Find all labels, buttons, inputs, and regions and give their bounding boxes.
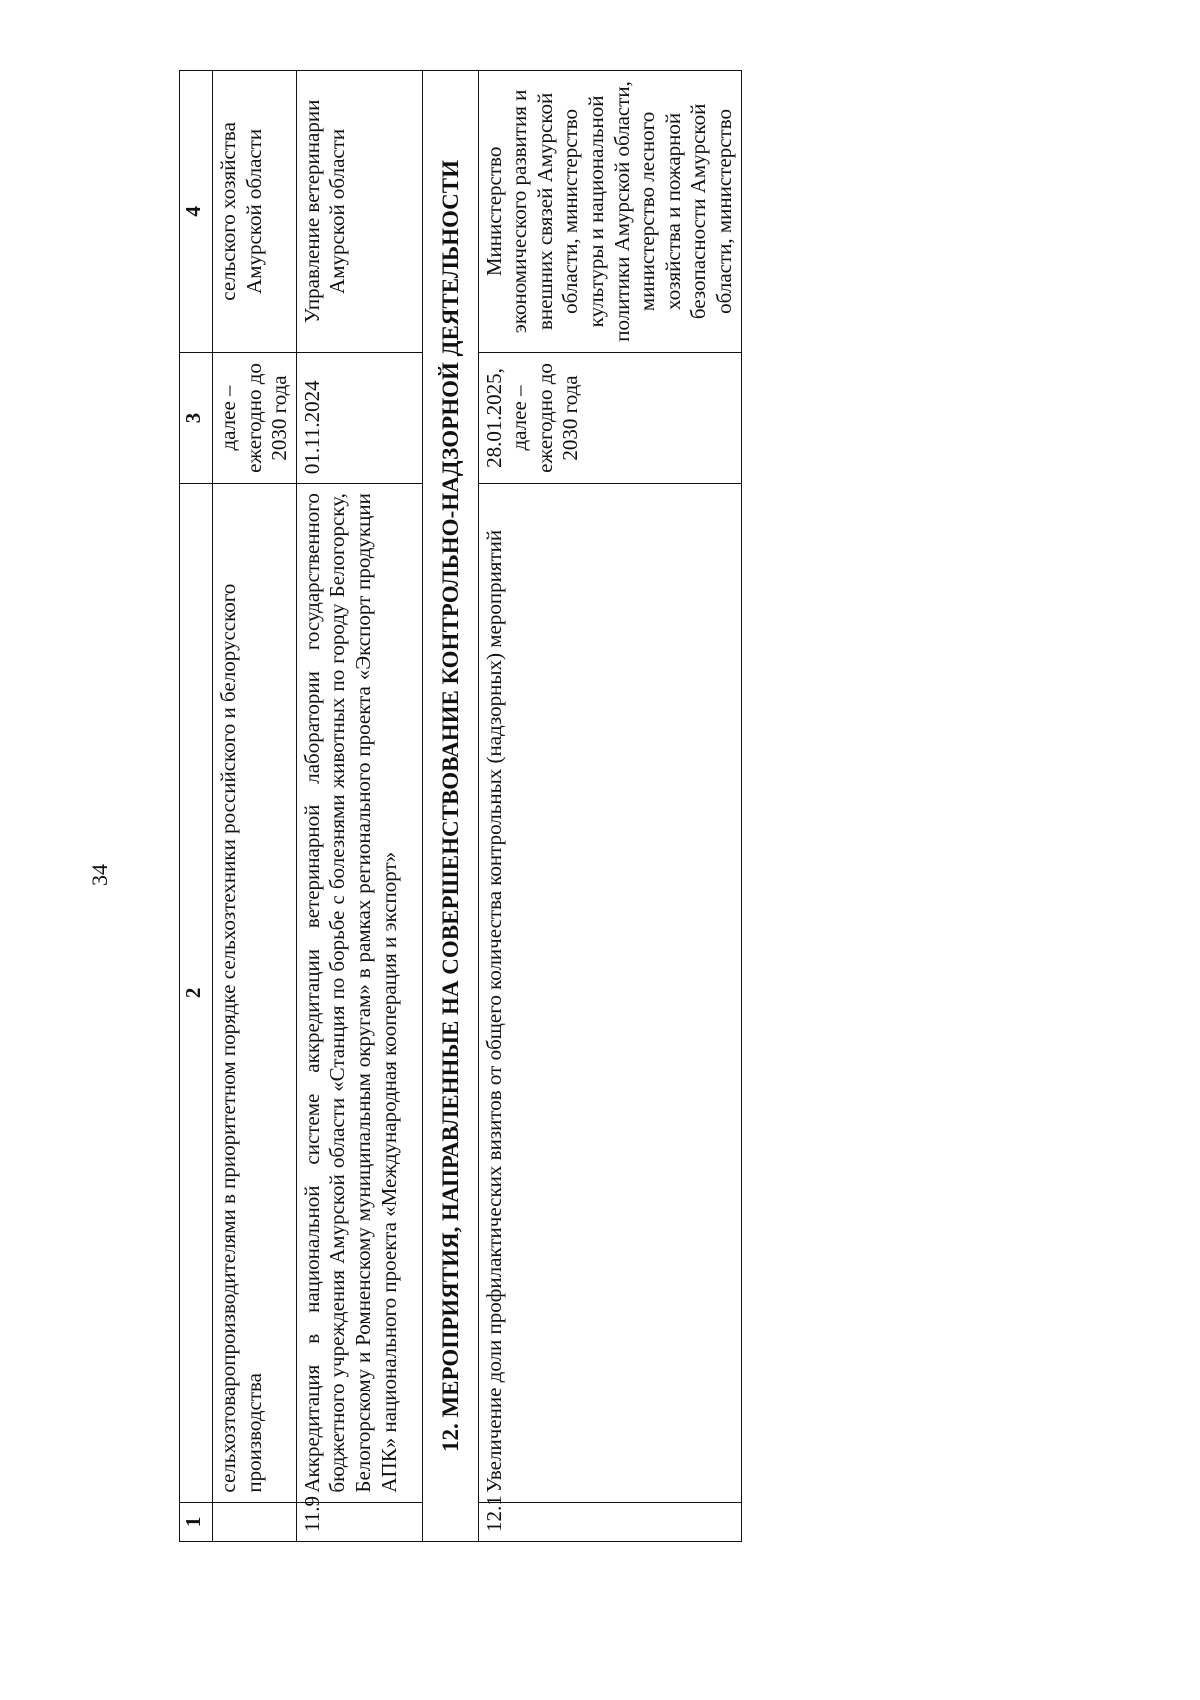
measures-table xyxy=(179,70,742,1542)
row-number: 12.1 xyxy=(478,1502,741,1541)
row-number xyxy=(213,1502,297,1541)
header-col-2: 2 xyxy=(180,484,213,1502)
table-header-row xyxy=(180,71,213,1542)
section-title: 12. МЕРОПРИЯТИЯ, НАПРАВЛЕННЫЕ НА СОВЕРШЕНСТВОВАНИЕ КОНТРОЛЬНО-НАДЗОРНОЙ ДЕЯТЕЛЬНОСТИ xyxy=(422,71,478,1542)
row-number: 11.9 xyxy=(296,1502,422,1541)
row-deadline: далее – ежегодно до 2030 года xyxy=(213,352,297,483)
header-col-1: 1 xyxy=(180,1502,213,1541)
row-responsible: Министерство экономического развития и внешних связей Амурской области, министерство культуры и национальной политики Амурской области, министерство лесного хозяйства и пожарной безопасности Амурской области, министерство xyxy=(478,71,741,353)
table-row-11-9 xyxy=(296,71,422,1542)
header-col-3: 3 xyxy=(180,352,213,483)
section-heading-row xyxy=(422,71,478,1542)
row-description: Аккредитация в национальной системе аккредитации ветеринарной лаборатории государственного бюджетного учреждения Амурской области «Станция по борьбе с болезнями животных по городу Белогорску, Белогорскому и Ромненскому муниципальным округам» в рамках регионального проекта «Экспорт продукции АПК» национального проекта «Международная кооперация и экспорт» xyxy=(296,484,422,1502)
row-deadline: 01.11.2024 xyxy=(296,352,422,483)
page-number: 34 xyxy=(87,864,112,886)
rotated-page-inner xyxy=(179,70,1200,1542)
table-row-continued xyxy=(213,71,297,1542)
row-deadline: 28.01.2025, далее – ежегодно до 2030 года xyxy=(478,352,741,483)
table-row-12-1 xyxy=(478,71,741,1542)
rotated-page-content xyxy=(179,70,1200,1542)
row-description: Увеличение доли профилактических визитов от общего количества контрольных (надзорных) мероприятий xyxy=(478,484,741,1502)
row-description: сельхозтоваропроизводителями в приоритетном порядке сельхозтехники российского и белорусского производства xyxy=(213,484,297,1502)
header-col-4: 4 xyxy=(180,71,213,353)
row-responsible: сельского хозяйства Амурской области xyxy=(213,71,297,353)
row-responsible: Управление ветеринарии Амурской области xyxy=(296,71,422,353)
